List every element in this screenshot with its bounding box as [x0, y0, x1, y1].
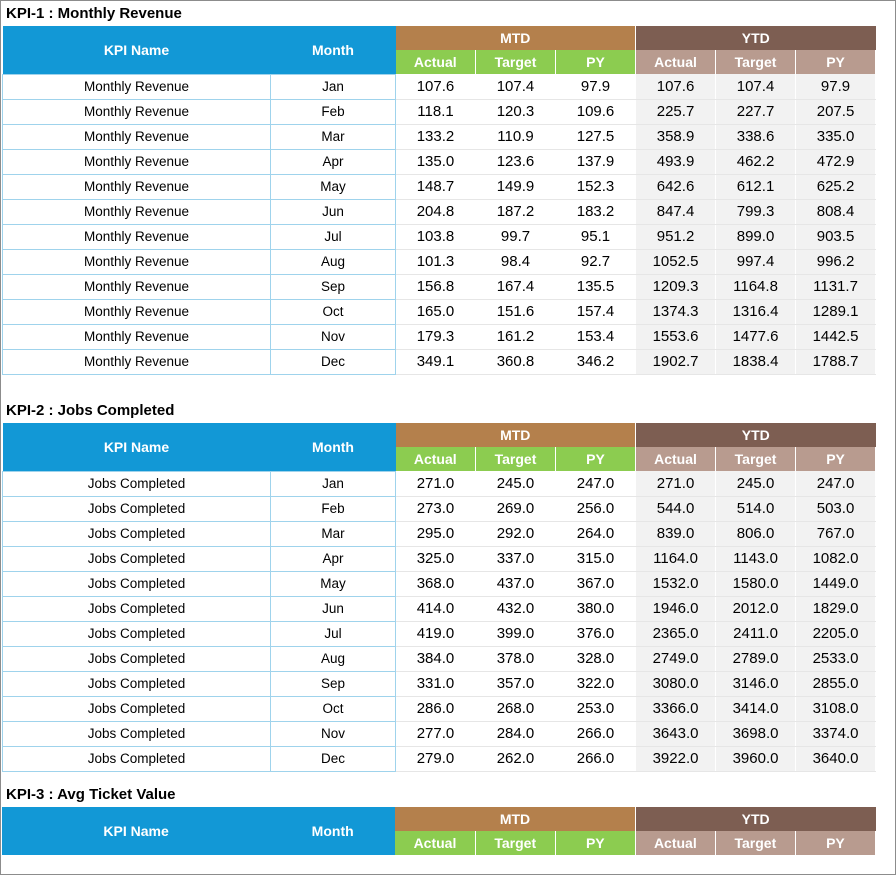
cell-mtd-actual[interactable]: 331.0	[396, 671, 476, 696]
cell-ytd-actual[interactable]: 847.4	[636, 199, 716, 224]
cell-ytd-actual[interactable]: 1164.0	[636, 546, 716, 571]
cell-kpi-name[interactable]: Jobs Completed	[3, 471, 271, 496]
cell-ytd-target[interactable]: 107.4	[716, 74, 796, 99]
cell-mtd-actual[interactable]: 107.6	[396, 74, 476, 99]
cell-month[interactable]: Oct	[271, 696, 396, 721]
header-kpi-name[interactable]: KPI Name	[3, 423, 271, 471]
cell-ytd-target[interactable]: 612.1	[716, 174, 796, 199]
cell-ytd-target[interactable]: 1143.0	[716, 546, 796, 571]
cell-kpi-name[interactable]: Monthly Revenue	[3, 199, 271, 224]
header-ytd-target[interactable]: Target	[716, 50, 796, 74]
kpi-table	[2, 807, 876, 855]
cell-mtd-target[interactable]: 337.0	[476, 546, 556, 571]
cell-ytd-target[interactable]: 3698.0	[716, 721, 796, 746]
kpi-section-jobs-completed	[2, 399, 876, 772]
cell-ytd-py[interactable]: 207.5	[796, 99, 876, 124]
cell-month[interactable]: Nov	[271, 324, 396, 349]
cell-mtd-actual[interactable]: 271.0	[396, 471, 476, 496]
cell-kpi-name[interactable]: Monthly Revenue	[3, 324, 271, 349]
cell-mtd-py[interactable]: 266.0	[556, 746, 636, 771]
cell-ytd-actual[interactable]: 1532.0	[636, 571, 716, 596]
header-mtd-target[interactable]: Target	[476, 447, 556, 471]
cell-ytd-target[interactable]: 799.3	[716, 199, 796, 224]
table-row	[3, 124, 876, 149]
header-mtd-actual[interactable]: Actual	[396, 50, 476, 74]
cell-ytd-target[interactable]: 3414.0	[716, 696, 796, 721]
header-mtd-target[interactable]: Target	[475, 831, 555, 855]
cell-ytd-py[interactable]: 3640.0	[796, 746, 876, 771]
cell-ytd-actual[interactable]: 358.9	[636, 124, 716, 149]
header-ytd-actual[interactable]: Actual	[636, 447, 716, 471]
cell-mtd-py[interactable]: 322.0	[556, 671, 636, 696]
cell-mtd-actual[interactable]: 277.0	[396, 721, 476, 746]
cell-kpi-name[interactable]: Monthly Revenue	[3, 99, 271, 124]
cell-ytd-target[interactable]: 2789.0	[716, 646, 796, 671]
cell-mtd-actual[interactable]: 286.0	[396, 696, 476, 721]
cell-kpi-name[interactable]: Monthly Revenue	[3, 349, 271, 374]
table-row	[3, 199, 876, 224]
cell-mtd-target[interactable]: 357.0	[476, 671, 556, 696]
table-row	[3, 224, 876, 249]
cell-mtd-actual[interactable]: 384.0	[396, 646, 476, 671]
cell-kpi-name[interactable]: Jobs Completed	[3, 546, 271, 571]
cell-mtd-py[interactable]: 135.5	[556, 274, 636, 299]
cell-mtd-py[interactable]: 92.7	[556, 249, 636, 274]
table-row	[3, 249, 876, 274]
cell-month[interactable]: Feb	[271, 496, 396, 521]
cell-ytd-py[interactable]: 625.2	[796, 174, 876, 199]
table-row	[3, 349, 876, 374]
cell-ytd-target[interactable]: 3960.0	[716, 746, 796, 771]
cell-kpi-name[interactable]: Monthly Revenue	[3, 174, 271, 199]
cell-ytd-py[interactable]: 472.9	[796, 149, 876, 174]
header-mtd-target[interactable]: Target	[476, 50, 556, 74]
cell-mtd-py[interactable]: 157.4	[556, 299, 636, 324]
cell-mtd-actual[interactable]: 101.3	[396, 249, 476, 274]
cell-ytd-target[interactable]: 245.0	[716, 471, 796, 496]
header-ytd-actual[interactable]: Actual	[635, 831, 715, 855]
cell-ytd-actual[interactable]: 642.6	[636, 174, 716, 199]
cell-ytd-py[interactable]: 1449.0	[796, 571, 876, 596]
cell-month[interactable]: Sep	[271, 274, 396, 299]
cell-mtd-actual[interactable]: 325.0	[396, 546, 476, 571]
table-row	[3, 571, 876, 596]
cell-ytd-actual[interactable]: 1209.3	[636, 274, 716, 299]
header-ytd-group[interactable]: YTD	[636, 26, 876, 50]
cell-month[interactable]: Oct	[271, 299, 396, 324]
table-row	[3, 174, 876, 199]
cell-ytd-target[interactable]: 997.4	[716, 249, 796, 274]
cell-mtd-py[interactable]: 95.1	[556, 224, 636, 249]
cell-ytd-actual[interactable]: 225.7	[636, 99, 716, 124]
cell-mtd-actual[interactable]: 103.8	[396, 224, 476, 249]
cell-mtd-actual[interactable]: 135.0	[396, 149, 476, 174]
cell-mtd-actual[interactable]: 273.0	[396, 496, 476, 521]
cell-mtd-actual[interactable]: 419.0	[396, 621, 476, 646]
table-row	[3, 521, 876, 546]
cell-ytd-py[interactable]: 97.9	[796, 74, 876, 99]
cell-ytd-py[interactable]: 3374.0	[796, 721, 876, 746]
table-row	[3, 74, 876, 99]
cell-ytd-py[interactable]: 2205.0	[796, 621, 876, 646]
header-mtd-actual[interactable]: Actual	[396, 447, 476, 471]
table-row	[3, 496, 876, 521]
cell-kpi-name[interactable]: Jobs Completed	[3, 521, 271, 546]
cell-mtd-target[interactable]: 149.9	[476, 174, 556, 199]
header-mtd-py[interactable]: PY	[556, 447, 636, 471]
cell-ytd-py[interactable]: 767.0	[796, 521, 876, 546]
cell-mtd-py[interactable]: 247.0	[556, 471, 636, 496]
cell-mtd-py[interactable]: 253.0	[556, 696, 636, 721]
cell-mtd-py[interactable]: 127.5	[556, 124, 636, 149]
cell-mtd-actual[interactable]: 148.7	[396, 174, 476, 199]
cell-ytd-py[interactable]: 903.5	[796, 224, 876, 249]
cell-kpi-name[interactable]: Jobs Completed	[3, 496, 271, 521]
cell-kpi-name[interactable]: Monthly Revenue	[3, 299, 271, 324]
cell-ytd-actual[interactable]: 1902.7	[636, 349, 716, 374]
cell-mtd-py[interactable]: 152.3	[556, 174, 636, 199]
cell-ytd-target[interactable]: 3146.0	[716, 671, 796, 696]
cell-mtd-py[interactable]: 367.0	[556, 571, 636, 596]
cell-ytd-actual[interactable]: 2365.0	[636, 621, 716, 646]
cell-kpi-name[interactable]: Monthly Revenue	[3, 74, 271, 99]
cell-ytd-target[interactable]: 514.0	[716, 496, 796, 521]
header-ytd-py[interactable]: PY	[796, 50, 876, 74]
header-mtd-py[interactable]: PY	[555, 831, 635, 855]
header-row-group	[3, 26, 876, 50]
cell-kpi-name[interactable]: Jobs Completed	[3, 596, 271, 621]
kpi-table	[2, 26, 876, 375]
cell-month[interactable]: Aug	[271, 249, 396, 274]
cell-ytd-py[interactable]: 3108.0	[796, 696, 876, 721]
kpi-table	[2, 423, 876, 772]
cell-kpi-name[interactable]: Monthly Revenue	[3, 249, 271, 274]
header-ytd-actual[interactable]: Actual	[636, 50, 716, 74]
header-month[interactable]: Month	[271, 423, 396, 471]
cell-mtd-py[interactable]: 264.0	[556, 521, 636, 546]
table-row	[3, 274, 876, 299]
cell-ytd-py[interactable]: 335.0	[796, 124, 876, 149]
cell-kpi-name[interactable]: Monthly Revenue	[3, 149, 271, 174]
cell-mtd-py[interactable]: 153.4	[556, 324, 636, 349]
cell-mtd-py[interactable]: 137.9	[556, 149, 636, 174]
table-row	[3, 646, 876, 671]
cell-ytd-target[interactable]: 1164.8	[716, 274, 796, 299]
header-month[interactable]: Month	[271, 26, 396, 74]
cell-kpi-name[interactable]: Jobs Completed	[3, 671, 271, 696]
cell-ytd-actual[interactable]: 3643.0	[636, 721, 716, 746]
cell-month[interactable]: Apr	[271, 149, 396, 174]
cell-mtd-actual[interactable]: 156.8	[396, 274, 476, 299]
cell-mtd-target[interactable]: 123.6	[476, 149, 556, 174]
cell-mtd-target[interactable]: 120.3	[476, 99, 556, 124]
cell-ytd-py[interactable]: 1442.5	[796, 324, 876, 349]
cell-mtd-actual[interactable]: 295.0	[396, 521, 476, 546]
table-row	[3, 721, 876, 746]
cell-mtd-actual[interactable]: 179.3	[396, 324, 476, 349]
cell-mtd-py[interactable]: 315.0	[556, 546, 636, 571]
cell-month[interactable]: Nov	[271, 721, 396, 746]
header-row-group	[2, 807, 876, 831]
header-month[interactable]: Month	[270, 807, 395, 855]
cell-ytd-actual[interactable]: 1374.3	[636, 299, 716, 324]
table-row	[3, 299, 876, 324]
cell-ytd-target[interactable]: 227.7	[716, 99, 796, 124]
cell-ytd-py[interactable]: 503.0	[796, 496, 876, 521]
header-ytd-group[interactable]: YTD	[635, 807, 875, 831]
header-row-group	[3, 423, 876, 447]
cell-ytd-target[interactable]: 462.2	[716, 149, 796, 174]
cell-mtd-target[interactable]: 284.0	[476, 721, 556, 746]
cell-mtd-target[interactable]: 268.0	[476, 696, 556, 721]
cell-mtd-target[interactable]: 187.2	[476, 199, 556, 224]
cell-month[interactable]: Jun	[271, 596, 396, 621]
header-ytd-group[interactable]: YTD	[636, 423, 876, 447]
cell-month[interactable]: May	[271, 174, 396, 199]
cell-month[interactable]: Jun	[271, 199, 396, 224]
kpi-title: KPI-2 : Jobs Completed	[6, 402, 175, 419]
cell-mtd-actual[interactable]: 133.2	[396, 124, 476, 149]
header-ytd-py[interactable]: PY	[796, 447, 876, 471]
cell-mtd-py[interactable]: 183.2	[556, 199, 636, 224]
cell-kpi-name[interactable]: Jobs Completed	[3, 646, 271, 671]
cell-ytd-actual[interactable]: 493.9	[636, 149, 716, 174]
cell-ytd-py[interactable]: 1788.7	[796, 349, 876, 374]
cell-mtd-actual[interactable]: 279.0	[396, 746, 476, 771]
cell-ytd-py[interactable]: 996.2	[796, 249, 876, 274]
cell-ytd-target[interactable]: 1316.4	[716, 299, 796, 324]
header-mtd-group[interactable]: MTD	[396, 26, 636, 50]
cell-ytd-py[interactable]: 2533.0	[796, 646, 876, 671]
cell-ytd-py[interactable]: 1131.7	[796, 274, 876, 299]
kpi-title: KPI-3 : Avg Ticket Value	[6, 786, 176, 803]
table-row	[3, 671, 876, 696]
cell-mtd-py[interactable]: 328.0	[556, 646, 636, 671]
cell-ytd-py[interactable]: 1082.0	[796, 546, 876, 571]
cell-month[interactable]: Jul	[271, 621, 396, 646]
table-row	[3, 746, 876, 771]
cell-mtd-target[interactable]: 98.4	[476, 249, 556, 274]
table-row	[3, 596, 876, 621]
cell-ytd-target[interactable]: 1477.6	[716, 324, 796, 349]
cell-mtd-target[interactable]: 432.0	[476, 596, 556, 621]
cell-kpi-name[interactable]: Monthly Revenue	[3, 224, 271, 249]
cell-ytd-actual[interactable]: 1553.6	[636, 324, 716, 349]
table-row	[3, 471, 876, 496]
cell-month[interactable]: Aug	[271, 646, 396, 671]
cell-ytd-target[interactable]: 2012.0	[716, 596, 796, 621]
header-kpi-name[interactable]: KPI Name	[2, 807, 270, 855]
cell-month[interactable]: Feb	[271, 99, 396, 124]
cell-kpi-name[interactable]: Monthly Revenue	[3, 124, 271, 149]
cell-mtd-target[interactable]: 437.0	[476, 571, 556, 596]
cell-mtd-target[interactable]: 161.2	[476, 324, 556, 349]
cell-ytd-target[interactable]: 899.0	[716, 224, 796, 249]
cell-ytd-py[interactable]: 1289.1	[796, 299, 876, 324]
cell-ytd-actual[interactable]: 1052.5	[636, 249, 716, 274]
cell-mtd-py[interactable]: 266.0	[556, 721, 636, 746]
cell-month[interactable]: May	[271, 571, 396, 596]
cell-mtd-py[interactable]: 380.0	[556, 596, 636, 621]
cell-mtd-target[interactable]: 151.6	[476, 299, 556, 324]
kpi-section-monthly-revenue	[2, 2, 876, 375]
table-row	[3, 324, 876, 349]
cell-mtd-target[interactable]: 245.0	[476, 471, 556, 496]
cell-kpi-name[interactable]: Jobs Completed	[3, 721, 271, 746]
header-ytd-target[interactable]: Target	[716, 447, 796, 471]
table-row	[3, 621, 876, 646]
cell-ytd-actual[interactable]: 2749.0	[636, 646, 716, 671]
cell-ytd-target[interactable]: 338.6	[716, 124, 796, 149]
cell-month[interactable]: Dec	[271, 349, 396, 374]
cell-ytd-actual[interactable]: 3922.0	[636, 746, 716, 771]
header-mtd-group[interactable]: MTD	[395, 807, 635, 831]
cell-ytd-target[interactable]: 1838.4	[716, 349, 796, 374]
cell-month[interactable]: Apr	[271, 546, 396, 571]
cell-mtd-target[interactable]: 99.7	[476, 224, 556, 249]
cell-kpi-name[interactable]: Monthly Revenue	[3, 274, 271, 299]
cell-mtd-target[interactable]: 292.0	[476, 521, 556, 546]
cell-month[interactable]: Mar	[271, 521, 396, 546]
cell-mtd-actual[interactable]: 368.0	[396, 571, 476, 596]
cell-ytd-py[interactable]: 2855.0	[796, 671, 876, 696]
header-mtd-py[interactable]: PY	[556, 50, 636, 74]
cell-ytd-py[interactable]: 247.0	[796, 471, 876, 496]
cell-mtd-target[interactable]: 269.0	[476, 496, 556, 521]
cell-mtd-target[interactable]: 262.0	[476, 746, 556, 771]
cell-kpi-name[interactable]: Jobs Completed	[3, 621, 271, 646]
cell-month[interactable]: Jan	[271, 471, 396, 496]
cell-mtd-actual[interactable]: 204.8	[396, 199, 476, 224]
header-ytd-target[interactable]: Target	[715, 831, 795, 855]
cell-mtd-target[interactable]: 360.8	[476, 349, 556, 374]
cell-mtd-py[interactable]: 376.0	[556, 621, 636, 646]
table-row	[3, 149, 876, 174]
cell-mtd-py[interactable]: 346.2	[556, 349, 636, 374]
cell-mtd-py[interactable]: 97.9	[556, 74, 636, 99]
cell-ytd-actual[interactable]: 544.0	[636, 496, 716, 521]
cell-ytd-target[interactable]: 806.0	[716, 521, 796, 546]
cell-mtd-py[interactable]: 256.0	[556, 496, 636, 521]
cell-ytd-actual[interactable]: 3080.0	[636, 671, 716, 696]
cell-mtd-actual[interactable]: 118.1	[396, 99, 476, 124]
cell-ytd-py[interactable]: 808.4	[796, 199, 876, 224]
cell-month[interactable]: Dec	[271, 746, 396, 771]
cell-ytd-actual[interactable]: 1946.0	[636, 596, 716, 621]
cell-month[interactable]: Sep	[271, 671, 396, 696]
cell-ytd-actual[interactable]: 3366.0	[636, 696, 716, 721]
cell-kpi-name[interactable]: Jobs Completed	[3, 696, 271, 721]
header-mtd-group[interactable]: MTD	[396, 423, 636, 447]
cell-kpi-name[interactable]: Jobs Completed	[3, 571, 271, 596]
cell-mtd-actual[interactable]: 349.1	[396, 349, 476, 374]
cell-ytd-py[interactable]: 1829.0	[796, 596, 876, 621]
cell-mtd-target[interactable]: 399.0	[476, 621, 556, 646]
table-row	[3, 696, 876, 721]
header-ytd-py[interactable]: PY	[795, 831, 875, 855]
cell-mtd-target[interactable]: 167.4	[476, 274, 556, 299]
header-mtd-actual[interactable]: Actual	[395, 831, 475, 855]
cell-mtd-py[interactable]: 109.6	[556, 99, 636, 124]
table-row	[3, 99, 876, 124]
kpi-title: KPI-1 : Monthly Revenue	[6, 5, 182, 22]
cell-month[interactable]: Jul	[271, 224, 396, 249]
cell-ytd-target[interactable]: 1580.0	[716, 571, 796, 596]
cell-month[interactable]: Jan	[271, 74, 396, 99]
cell-month[interactable]: Mar	[271, 124, 396, 149]
cell-mtd-target[interactable]: 107.4	[476, 74, 556, 99]
cell-mtd-actual[interactable]: 165.0	[396, 299, 476, 324]
table-row	[3, 546, 876, 571]
cell-ytd-target[interactable]: 2411.0	[716, 621, 796, 646]
cell-mtd-actual[interactable]: 414.0	[396, 596, 476, 621]
cell-mtd-target[interactable]: 110.9	[476, 124, 556, 149]
header-kpi-name[interactable]: KPI Name	[3, 26, 271, 74]
cell-mtd-target[interactable]: 378.0	[476, 646, 556, 671]
cell-ytd-actual[interactable]: 839.0	[636, 521, 716, 546]
kpi-section-avg-ticket-value	[2, 783, 876, 855]
cell-kpi-name[interactable]: Jobs Completed	[3, 746, 271, 771]
cell-ytd-actual[interactable]: 271.0	[636, 471, 716, 496]
cell-ytd-actual[interactable]: 951.2	[636, 224, 716, 249]
cell-ytd-actual[interactable]: 107.6	[636, 74, 716, 99]
